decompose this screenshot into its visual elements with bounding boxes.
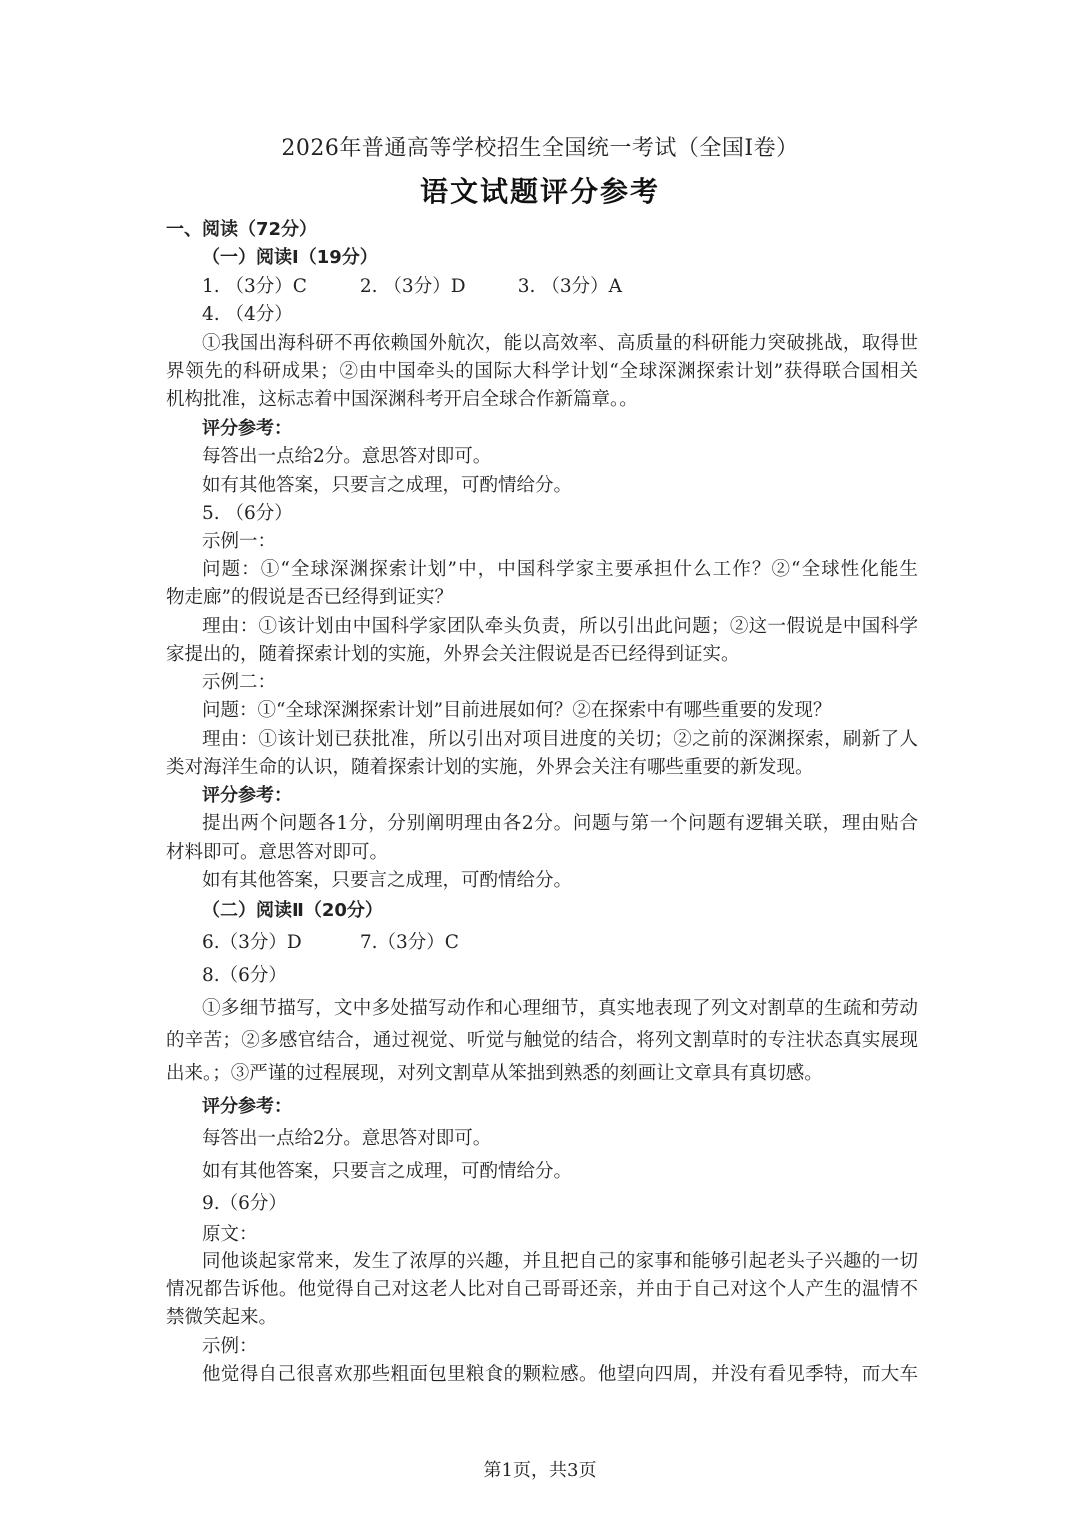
part-heading-reading-1: （一）阅读Ⅰ（19分）	[202, 247, 378, 268]
q9-example-label: 示例：	[202, 1336, 258, 1357]
q5-example1-label: 示例一：	[202, 531, 277, 552]
q8-scoring-line: 如有其他答案，只要言之成理，可酌情给分。	[202, 1161, 573, 1182]
section-heading-reading: 一、阅读（72分）	[166, 219, 318, 240]
q4-scoring-line: 如有其他答案，只要言之成理，可酌情给分。	[202, 475, 573, 496]
q4-answer-line: ①我国出海科研不再依赖国外航次，能以高效率、高质量的科研能力突破挑战，取得世	[202, 333, 918, 354]
q5-example1-line: 问题：①“全球深渊探索计划”中，中国科学家主要承担什么工作？②“全球性化能生	[202, 559, 918, 580]
question-9-label: 9.（6分）	[202, 1193, 287, 1214]
q8-answer-line: ①多细节描写，文中多处描写动作和心理细节，真实地表现了列文对割草的生疏和劳动	[202, 998, 918, 1019]
q9-original-label: 原文：	[202, 1224, 258, 1245]
q5-scoring-heading: 评分参考：	[202, 785, 292, 806]
q4-answer-line: 界领先的科研成果；②由中国牵头的国际大科学计划“全球深渊探索计划”获得联合国相关	[166, 361, 918, 382]
q9-original-line: 同他谈起家常来，发生了浓厚的兴趣，并且把自己的家事和能够引起老头子兴趣的一切	[202, 1251, 918, 1272]
document-title: 语文试题评分参考	[419, 175, 660, 208]
answer-q1: 1. （3分）C	[202, 276, 307, 297]
q8-scoring-heading: 评分参考：	[202, 1096, 292, 1117]
question-5-label: 5. （6分）	[202, 503, 293, 524]
part-heading-reading-2: （二）阅读Ⅱ（20分）	[202, 900, 383, 921]
q5-scoring-line: 提出两个问题各1分，分别阐明理由各2分。问题与第一个问题有逻辑关联，理由贴合	[202, 813, 918, 834]
answer-q7: 7.（3分）C	[359, 932, 459, 953]
answer-q2: 2. （3分）D	[359, 276, 466, 297]
page-number: 第1页，共3页	[483, 1460, 597, 1481]
q5-example2-line: 问题：①“全球深渊探索计划”目前进展如何？②在探索中有哪些重要的发现？	[202, 700, 832, 721]
answer-q3: 3. （3分）A	[517, 276, 622, 297]
q5-example1-line: 物走廊”的假说是否已经得到证实？	[166, 587, 453, 608]
question-4-label: 4. （4分）	[202, 304, 293, 325]
question-8-label: 8.（6分）	[202, 965, 287, 986]
q8-scoring-line: 每答出一点给2分。意思答对即可。	[202, 1128, 492, 1149]
q4-scoring-line: 每答出一点给2分。意思答对即可。	[202, 446, 492, 467]
q5-example1-line: 理由：①该计划由中国科学家团队牵头负责，所以引出此问题；②这一假说是中国科学	[202, 616, 918, 637]
q5-scoring-line: 材料即可。意思答对即可。	[166, 842, 389, 863]
q5-example2-line: 类对海洋生命的认识，随着探索计划的实施，外界会关注有哪些重要的新发现。	[166, 757, 814, 778]
exam-title: 2026年普通高等学校招生全国统一考试（全国Ⅰ卷）	[281, 136, 799, 161]
answers-row-1-3	[202, 273, 918, 301]
answer-q6: 6.（3分）D	[202, 932, 302, 953]
q5-example1-line: 家提出的，随着探索计划的实施，外界会关注假说是否已经得到证实。	[166, 644, 740, 665]
q9-original-line: 情况都告诉他。他觉得自己对这老人比对自己哥哥还亲，并由于自己对这个人产生的温情不	[166, 1279, 918, 1300]
q5-example2-label: 示例二：	[202, 672, 277, 693]
q9-original-line: 禁微笑起来。	[166, 1307, 278, 1328]
q8-answer-line: 出来。；③严谨的过程展现，对列文割草从笨拙到熟悉的刻画让文章具有真切感。	[166, 1063, 823, 1084]
q9-example-line: 他觉得自己很喜欢那些粗面包里粮食的颗粒感。他望向四周，并没有看见季特，而大车	[202, 1364, 918, 1385]
q4-scoring-heading: 评分参考：	[202, 418, 292, 439]
answers-row-6-7	[202, 929, 918, 957]
q5-example2-line: 理由：①该计划已获批准，所以引出对项目进度的关切；②之前的深渊探索，刷新了人	[202, 729, 918, 750]
q8-answer-line: 的辛苦；②多感官结合，通过视觉、听觉与触觉的结合，将列文割草时的专注状态真实展现	[166, 1030, 918, 1051]
q5-scoring-line: 如有其他答案，只要言之成理，可酌情给分。	[202, 870, 573, 891]
q4-answer-line: 机构批准，这标志着中国深渊科考开启全球合作新篇章。。	[166, 389, 638, 410]
